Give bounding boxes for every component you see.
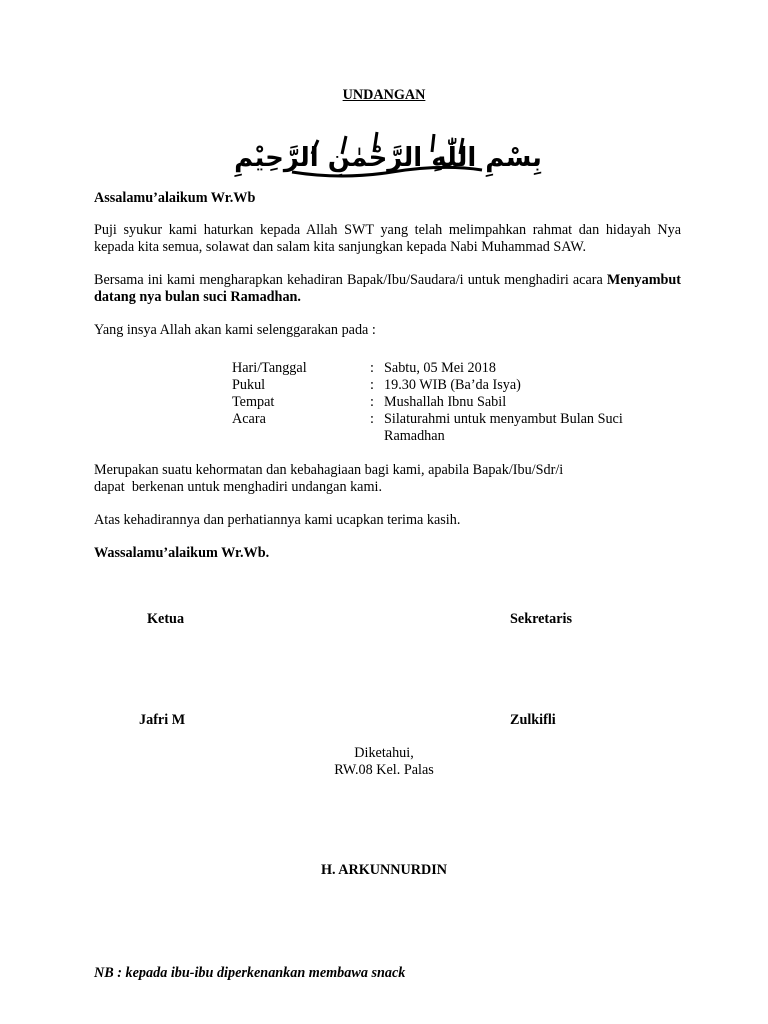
invitation-intro: Bersama ini kami mengharapkan kehadiran Bapak/Ibu/Saudara/i untuk menghadiri acara: [94, 272, 603, 288]
paragraph-thanks-attendance: Atas kehadirannya dan perhatiannya kami ucapkan terima kasih.: [94, 512, 461, 528]
paragraph-thanks: Puji syukur kami haturkan kepada Allah SWT yang telah melimpahkan rahmat dan hidayah Nya kepada kita semua, solawat dan salam kita sanjungkan kepada Nabi Muhammad SAW.: [94, 222, 681, 255]
detail-row-time: [232, 377, 692, 394]
detail-value: Sabtu, 05 Mei 2018: [384, 360, 496, 376]
closing-salutation: Wassalamu’alaikum Wr.Wb.: [94, 545, 270, 561]
detail-colon: :: [370, 360, 374, 376]
detail-value: Mushallah Ibnu Sabil: [384, 394, 507, 410]
paragraph-schedule-intro: Yang insya Allah akan kami selenggarakan pada :: [94, 322, 376, 338]
paragraph-honor-line2: dapat berkenan untuk menghadiri undangan kami.: [94, 479, 382, 495]
acknowledged-name: H. ARKUNNURDIN: [320, 862, 448, 878]
detail-label: Tempat: [232, 394, 275, 410]
bismillah-calligraphy: [234, 124, 542, 184]
detail-value: 19.30 WIB (Ba’da Isya): [384, 377, 521, 393]
detail-colon: :: [370, 394, 374, 410]
signer-left-role: Ketua: [147, 611, 185, 627]
paragraph-honor-line1: Merupakan suatu kehormatan dan kebahagiaan bagi kami, apabila Bapak/Ibu/Sdr/i: [94, 462, 564, 478]
detail-colon: :: [370, 411, 374, 427]
detail-colon: :: [370, 377, 374, 393]
detail-row-event: [232, 411, 692, 445]
detail-row-date: [232, 360, 692, 377]
footnote: NB : kepada ibu-ibu diperkenankan membawa snack: [94, 965, 406, 981]
calligraphy-text: بِسْمِ اللّٰهِ الرَّحْمٰنِ الرَّحِيْمِ: [234, 143, 542, 173]
signer-right-role: Sekretaris: [510, 611, 572, 627]
invitation-event: Menyambut datang nya bulan suci Ramadhan.: [94, 272, 682, 305]
detail-label: Hari/Tanggal: [232, 360, 307, 376]
detail-row-place: [232, 394, 692, 411]
greeting: Assalamu’alaikum Wr.Wb: [94, 190, 256, 206]
paragraph-invitation: [94, 272, 681, 306]
acknowledged-org: RW.08 Kel. Palas: [334, 762, 434, 778]
acknowledged-label: Diketahui,: [354, 745, 414, 761]
document-title: UNDANGAN: [342, 87, 426, 103]
detail-label: Acara: [232, 411, 266, 427]
signer-right-name: Zulkifli: [510, 712, 556, 728]
detail-value: Silaturahmi untuk menyambut Bulan Suci Ramadhan: [384, 411, 623, 444]
detail-label: Pukul: [232, 377, 266, 393]
signer-left-name: Jafri M: [139, 712, 186, 728]
